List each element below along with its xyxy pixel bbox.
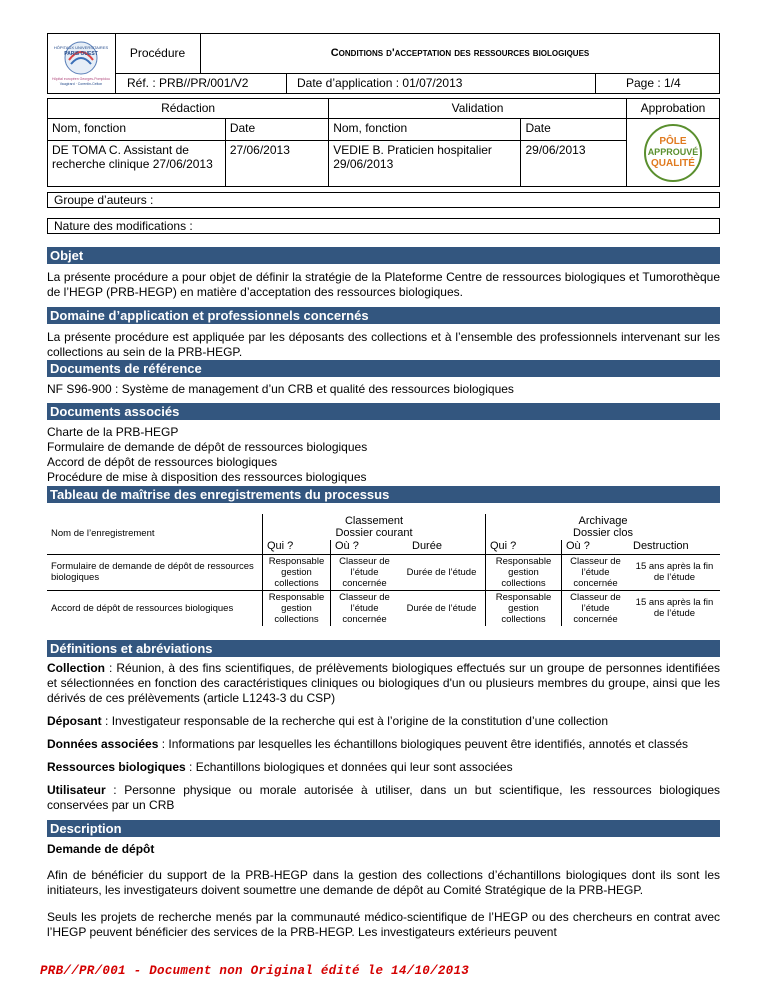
table-row: [47, 554, 720, 590]
redaction-header: Rédaction: [48, 99, 329, 119]
groupe-auteurs: Groupe d’auteurs :: [47, 192, 720, 208]
col-date-validation: Date: [521, 119, 626, 141]
definition-item: [47, 783, 720, 813]
classement-h1: Classement: [344, 515, 404, 527]
section-objet: Objet: [47, 247, 720, 264]
associes-list: [47, 425, 720, 485]
date-application: Date d’application : 01/07/2013: [287, 73, 596, 94]
associes-item: Formulaire de demande de dépôt de ressources biologiques: [47, 440, 368, 454]
ou-header: Où ?: [331, 540, 399, 554]
definition-term: Collection: [47, 661, 106, 675]
row-ou2: Classeur de l’étude concernée: [562, 590, 630, 626]
objet-text: La présente procédure a pour objet de définir la stratégie de la Plateforme Centre de ressources biologiques et Tumorothèque de l’HEGP (PRB-HEGP) en matière d’acceptation des ressources biologiques.: [47, 270, 720, 299]
destruction-header: Destruction: [629, 540, 720, 554]
reference: Réf. : PRB//PR/001/V2: [115, 73, 287, 94]
row-qui2: Responsable gestion collections: [486, 590, 562, 626]
definition-item: [47, 760, 720, 775]
procedure-title: Conditions d'acceptation des ressources biologiques: [200, 33, 720, 74]
row-qui: Responsable gestion collections: [263, 554, 331, 590]
row-qui: Responsable gestion collections: [263, 590, 331, 626]
row-ou: Classeur de l’étude concernée: [331, 554, 399, 590]
associes-item: Accord de dépôt de ressources biologiques: [47, 455, 278, 469]
logo-line2: PARIS OUEST: [64, 51, 98, 57]
nature-modifications: Nature des modifications :: [47, 218, 720, 234]
row-nom: Formulaire de demande de dépôt de ressources biologiques: [47, 554, 263, 590]
archivage-h2: Dossier clos: [573, 527, 633, 539]
qui-header: Qui ?: [263, 540, 331, 554]
definition-text: : Informations par lesquelles les échantillons biologiques peuvent être identifiés, annotés et classés: [158, 737, 689, 751]
definition-text: : Echantillons biologiques et données qui leur sont associées: [185, 760, 513, 774]
col-date-redaction: Date: [225, 119, 328, 141]
logo-line4: Vaugirard · Corentin-Celton: [59, 82, 103, 86]
stamp-line2: APPROUVÉ: [647, 146, 699, 157]
description-para2: Seuls les projets de recherche menés par la communauté médico-scientifique de l’HEGP ou des chercheurs en contrat avec l’HEGP peuvent bénéficier des services de la PRB-HEGP. Les investigateurs extérieurs peuvent: [47, 910, 720, 939]
definition-item: [47, 737, 720, 752]
records-table: [47, 514, 720, 626]
logo-line3: Hôpital européen Georges-Pompidou: [52, 77, 110, 81]
section-tableau: Tableau de maîtrise des enregistrements du processus: [47, 486, 720, 503]
section-domaine: Domaine d’application et professionnels concernés: [47, 307, 720, 324]
ou2-header: Où ?: [562, 540, 630, 554]
row-ou: Classeur de l’étude concernée: [331, 590, 399, 626]
classement-h2: Dossier courant: [335, 527, 413, 539]
col-name-validation: Nom, fonction: [329, 119, 521, 141]
section-description: Description: [47, 820, 720, 837]
approval-stamp-cell: [626, 119, 719, 187]
definition-item: [47, 661, 720, 706]
logo-line1: HÔPITAUX UNIVERSITAIRES: [53, 45, 109, 50]
section-definitions: Définitions et abréviations: [47, 640, 720, 657]
definition-term: Ressources biologiques: [47, 760, 186, 774]
page-number: Page : 1/4: [626, 76, 681, 90]
approbation-header: Approbation: [626, 99, 719, 119]
section-references: Documents de référence: [47, 360, 720, 377]
signatures-table: [47, 98, 720, 187]
associes-item: Procédure de mise à disposition des ressources biologiques: [47, 470, 367, 484]
row-qui2: Responsable gestion collections: [486, 554, 562, 590]
definition-text: : Personne physique ou morale autorisée à utiliser, dans un but scientifique, les ressources biologiques conservées par un CRB: [47, 783, 720, 812]
hospital-logo: [47, 33, 116, 94]
archivage-header: [486, 514, 721, 540]
archivage-h1: Archivage: [578, 515, 628, 527]
col-name-redaction: Nom, fonction: [48, 119, 226, 141]
definition-text: : Réunion, à des fins scientifiques, de prélèvements biologiques effectués sur un groupe de personnes identifiées et sélectionnées en fonction des caractéristiques cliniques ou biologiques d'un ou plusieurs membres du groupe, ainsi que les dérivés de ces prélèvements (article L1243-3 du CSP): [47, 661, 720, 705]
table-row: [47, 590, 720, 626]
validateur: VEDIE B. Praticien hospitalier 29/06/2013: [329, 141, 521, 187]
approval-stamp: [644, 124, 702, 182]
row-duree: Durée de l’étude: [406, 602, 477, 614]
duree-header: Durée: [398, 540, 486, 554]
associes-item: Charte de la PRB-HEGP: [47, 425, 179, 439]
row-destruction: 15 ans après la fin de l’étude: [635, 597, 714, 620]
domaine-text: La présente procédure est appliquée par les déposants des collections et à l’ensemble des professionnels intervenant sur les collections au sein de la PRB-HEGP.: [47, 330, 720, 359]
row-destruction: 15 ans après la fin de l’étude: [629, 554, 720, 590]
section-associes: Documents associés: [47, 403, 720, 420]
definition-term: Données associées: [47, 737, 159, 751]
procedure-type: Procédure: [115, 33, 201, 74]
stamp-line3: QUALITÉ: [651, 157, 695, 169]
references-text: NF S96-900 : Système de management d’un CRB et qualité des ressources biologiques: [47, 382, 514, 396]
definition-term: Déposant: [47, 714, 102, 728]
validation-date: 29/06/2013: [521, 141, 626, 187]
description-para1: Afin de bénéficier du support de la PRB-HEGP dans la gestion des collections d’échantillons biologiques dont ils sont les initiateurs, les investigateurs doivent soumettre une demande de dépôt au Comité Stratégique de la PRB-HEGP.: [47, 868, 720, 897]
row-ou2: Classeur de l’étude concernée: [562, 554, 630, 590]
qui2-header: Qui ?: [486, 540, 562, 554]
definition-text: : Investigateur responsable de la recherche qui est à l’origine de la constitution d’une collection: [101, 714, 608, 728]
validation-header: Validation: [329, 99, 627, 119]
footer-watermark: PRB//PR/001 - Document non Original édité le 14/10/2013: [40, 964, 470, 978]
definition-item: [47, 714, 720, 729]
classement-header: [263, 514, 486, 540]
description-subtitle: Demande de dépôt: [47, 842, 155, 856]
stamp-line1: PÔLE: [659, 135, 687, 147]
definitions-list: [47, 661, 720, 821]
row-duree: Durée de l’étude: [398, 554, 486, 590]
definition-term: Utilisateur: [47, 783, 106, 797]
redaction-date: 27/06/2013: [225, 141, 328, 187]
redacteur: DE TOMA C. Assistant de recherche clinique 27/06/2013: [48, 141, 226, 187]
row-nom: Accord de dépôt de ressources biologiques: [51, 602, 234, 614]
col-nom-header: Nom de l’enregistrement: [47, 514, 263, 554]
